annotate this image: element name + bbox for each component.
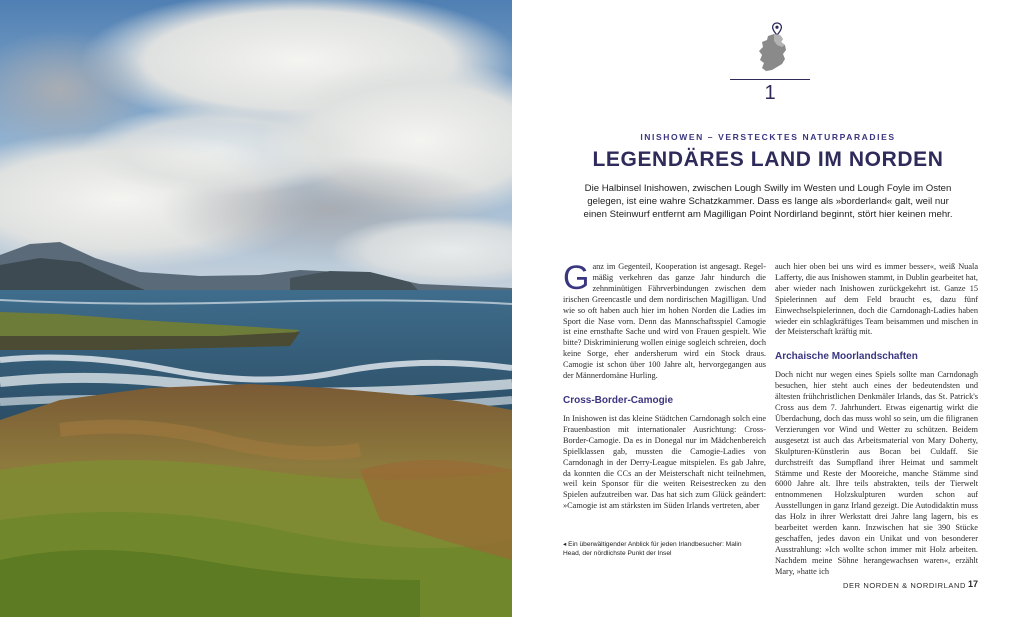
caption-text: Ein überwältigender Anblick für jeden Irlandbesucher: Malin Head, der nördlichste Punkt der Insel bbox=[563, 541, 742, 557]
section-kicker: INISHOWEN – VERSTECKTES NATURPARADIES bbox=[640, 132, 896, 142]
continued-paragraph: auch hier oben bei uns wird es immer besser«, weiß Nuala Lafferty, die aus Inishowen stammt, in Dublin gearbeitet hat, aber wieder nach Inishowen zurückgekehrt ist. Ganze 15 Spielerinnen auf dem Feld braucht es, dazu fünf Einwechselspielerinnen, doch die Carndonagh-Ladies haben wieder ein schlagkräftiges Team beisammen und mischen in der Meisterschaft kräftig mit. bbox=[775, 262, 978, 337]
caption-arrow-icon: ◂ bbox=[563, 541, 567, 548]
subheading-moorlandschaften: Archaische Moorlandschaften bbox=[775, 351, 918, 363]
intro-text: anz im Gegenteil, Kooperation ist angesagt. Regelmäßig verkehren das ganze Jahr hindurch die zehnminütigen Fährverbindungen zwischen dem irischen Greencastle und dem nordirischen Magilligan. Und wie so oft haben auch hier im hohen Norden die Ladies im Sport die Nase vorn. Denn das Mannschaftsspiel Camogie ist eine ernsthafte Sache und wird von Frauen gespielt. Wie bitte? Diskriminierung wollen einige sogleich schreien, doch keine Sorge, eher andersherum wird ein Stock draus. Camogie ist schon über 100 Jahre alt, hervorgegangen aus der Männerdomäne Hurling. bbox=[563, 262, 766, 381]
drop-cap: G bbox=[563, 259, 590, 297]
body-paragraph: Doch nicht nur wegen eines Spiels sollte man Carndonagh besuchen, hier steht auch eines der bedeutendsten und ältesten frühchristlichen Denkmäler Irlands, das St. Patrick's Cross aus dem 7. Jahrhundert. Etwas eigenartig wirkt die Überdachung, doch das muss wohl so sein, um die filigranen Verzierungen vor Wind und Wetter zu schützen. Beidem ausgesetzt ist auch das Arbeitsmaterial von Mary Doherty, Skulpturen-Künstlerin aus Bocan bei Culdaff. Sie durchstreift das Sumpfland ihrer Heimat und sammelt Stämme und Reste der Mooreiche, manche Stämme sind 6000 Jahre alt. Ihre teils abstrakten, teils der Tierwelt entnommenen Holzskulpturen wurden schon auf Ausstellungen in ganz Irland gezeigt. Die Autodidaktin muss das Holz in ihrer Werkstatt drei Jahre lang lagern, bis es bearbeitet werden kann. Inzwischen hat sie 390 Stücke geschaffen, jedes davon ein Unikat und von besonderer Ausstrahlung: »Ich wollte schon immer mit Holz arbeiten. Nachdem meine Söhne herangewachsen waren«, erzählt Mary, »hatte ich bbox=[775, 370, 978, 576]
chapter-rule bbox=[730, 79, 810, 80]
photo-caption bbox=[563, 541, 753, 558]
lead-paragraph: Die Halbinsel Inishowen, zwischen Lough Swilly im Westen und Lough Foyle im Osten gelegen, ist eine wahre Schatzkammer. Dass es lange als »borderland« galt, weil nur einen Steinwurf entfernt am Magilligan Point Nordirland beginnt, stört hier keinen mehr. bbox=[583, 183, 953, 220]
chapter-number: 1 bbox=[764, 82, 776, 104]
running-footer: DER NORDEN & NORDIRLAND bbox=[843, 581, 966, 590]
subheading-camogie: Cross-Border-Camogie bbox=[563, 394, 674, 406]
text-column-left bbox=[563, 259, 766, 512]
text-page bbox=[512, 0, 1024, 617]
page-headline: LEGENDÄRES LAND IM NORDEN bbox=[592, 148, 944, 171]
page-number: 17 bbox=[967, 579, 978, 589]
ireland-map-icon bbox=[756, 32, 790, 74]
text-column-right bbox=[775, 262, 978, 578]
body-paragraph: In Inishowen ist das kleine Städtchen Carndonagh solch eine Frauenbastion mit internationaler Ausrichtung: Cross-Border-Camogie. Da es in Donegal nur im Mädchenbereich Spielklassen gab, mussten die Camogie-Ladies von Carndonagh in der Derry-League mitspielen. Es gab Jahre, da konnten die CCs an der Meisterschaft nicht teilnehmen, weil kein Sponsor für die weiten Reisestrecken zu den Spielen aufzutreiben war. Das hat sich zum Glück geändert: »Camogie ist am stärksten im Süden Irlands vertreten, aber bbox=[563, 413, 766, 511]
intro-paragraph bbox=[563, 259, 766, 382]
